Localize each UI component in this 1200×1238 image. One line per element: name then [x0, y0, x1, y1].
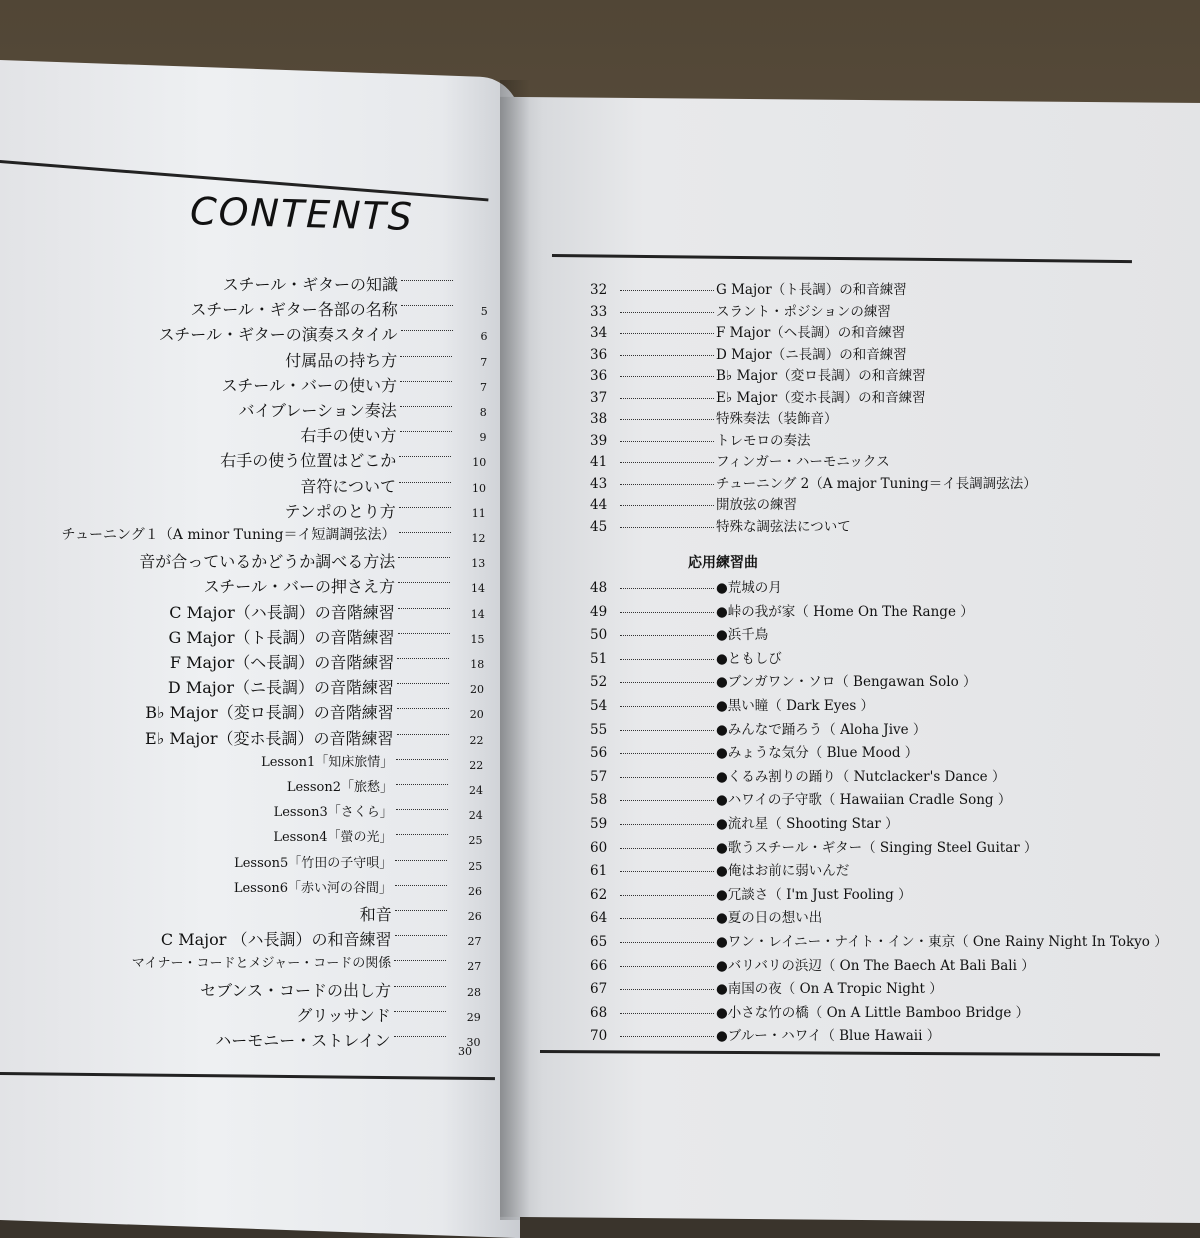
- left-entry-text: Lesson4「螢の光」: [273, 830, 393, 846]
- leader-dots: [396, 759, 448, 760]
- left-entry-text: Lesson5「竹田の子守唄」: [234, 855, 393, 871]
- right-entry-page: 45: [590, 518, 608, 535]
- left-entry-page: 26: [468, 884, 482, 898]
- leader-dots: [620, 848, 714, 849]
- left-entry-text: B♭ Major（変ロ長調）の音階練習: [145, 703, 394, 723]
- right-entry-page: 44: [590, 497, 608, 513]
- left-entry-page: 13: [471, 557, 486, 571]
- right-entry-text: D Major（ニ長調）の和音練習: [716, 346, 907, 363]
- right-entry-text: ●ともしび: [716, 650, 782, 667]
- leader-dots: [620, 419, 714, 420]
- leader-dots: [394, 960, 446, 961]
- leader-dots: [397, 683, 449, 684]
- right-entry-text: B♭ Major（変ロ長調）の和音練習: [716, 368, 926, 384]
- left-entry-page: 25: [468, 859, 483, 873]
- leader-dots: [620, 871, 714, 872]
- right-entry: [590, 836, 1038, 856]
- left-entry-text: Lesson6「赤い河の谷間」: [233, 880, 392, 896]
- left-entry-text: スチール・ギターの知識: [222, 275, 398, 294]
- right-entry-page: 41: [590, 454, 608, 470]
- right-entry-text: ●荒城の月: [716, 580, 782, 596]
- left-entry-page: 6: [480, 330, 488, 344]
- leader-dots: [620, 484, 714, 485]
- right-entry-text: 開放弦の練習: [716, 497, 797, 513]
- left-entry-page: 30: [466, 1036, 481, 1049]
- leader-dots: [397, 708, 449, 709]
- left-entry-text: Lesson2「旅愁」: [286, 780, 393, 795]
- right-entry-page: 59: [590, 816, 608, 832]
- leader-dots: [620, 333, 714, 334]
- leader-dots: [398, 608, 450, 609]
- contents-title: CONTENTS: [189, 189, 415, 239]
- left-entry: [0, 726, 484, 746]
- left-entry: [0, 826, 483, 846]
- leader-dots: [620, 706, 714, 707]
- left-entry-text: セブンス・コードの出し方: [200, 980, 391, 1000]
- left-entry: [0, 978, 481, 998]
- right-entry-page: 64: [590, 910, 608, 927]
- right-entry: [590, 788, 1011, 808]
- right-entry: [590, 278, 907, 298]
- left-entry-page: 7: [480, 380, 487, 394]
- right-entry-page: 60: [590, 839, 608, 856]
- left-entry-text: グリッサンド: [296, 1005, 391, 1025]
- right-entry-page: 68: [590, 1004, 608, 1021]
- left-entry-text: Lesson1「知床旅情」: [261, 754, 394, 770]
- right-entry-text: フィンガー・ハーモニックス: [716, 454, 890, 470]
- right-entry: [590, 906, 822, 926]
- leader-dots: [620, 918, 714, 919]
- left-entry-text: 音が合っているかどうか調べる方法: [139, 552, 396, 572]
- right-entry-page: 43: [590, 475, 608, 492]
- left-entry: [0, 852, 482, 872]
- leader-dots: [620, 355, 714, 356]
- right-entry: [590, 647, 782, 667]
- left-entry-text: マイナー・コードとメジャー・コードの関係: [131, 956, 392, 972]
- left-entry-page: 9: [479, 431, 487, 445]
- right-entry-text: チューニング 2（A major Tuning＝イ長調調弦法）: [716, 475, 1037, 492]
- left-entry: [0, 373, 487, 393]
- right-entry-page: 36: [590, 368, 608, 384]
- right-entry-text: 特殊奏法（装飾音）: [716, 411, 838, 427]
- left-entry: [0, 776, 483, 796]
- right-entry: [590, 364, 926, 384]
- left-entry-text: スチール・バーの押さえ方: [203, 577, 395, 597]
- right-entry-page: 55: [590, 721, 608, 738]
- right-entry: [590, 741, 918, 761]
- right-entry-page: 36: [590, 346, 608, 363]
- left-entry-text: テンポのとり方: [284, 501, 396, 521]
- left-entry-page: 15: [470, 632, 485, 646]
- leader-dots: [398, 582, 450, 583]
- left-entry-text: F Major（ヘ長調）の音階練習: [169, 653, 395, 672]
- left-entry: [0, 801, 483, 821]
- left-entry-page: 10: [472, 481, 486, 495]
- right-entry-page: 50: [590, 627, 608, 644]
- left-entry-page: 5: [480, 305, 488, 319]
- right-entry: [590, 472, 1037, 492]
- leader-dots: [620, 989, 714, 990]
- leader-dots: [400, 431, 452, 432]
- right-entry-page: 38: [590, 411, 608, 427]
- leader-dots: [399, 507, 451, 508]
- left-entry-page: 27: [467, 960, 482, 974]
- right-entry-text: トレモロの奏法: [716, 432, 811, 449]
- right-entry-text: ●バリバリの浜辺（ On The Baech At Bali Bali ）: [716, 957, 1035, 974]
- left-entry-text: C Major （ハ長調）の和音練習: [160, 930, 392, 950]
- right-entry-page: 54: [590, 698, 608, 714]
- leader-dots: [395, 935, 447, 936]
- right-entry-page: 66: [590, 957, 608, 974]
- right-entry-page: 39: [590, 432, 608, 449]
- leader-dots: [400, 381, 452, 382]
- right-entry-text: スラント・ポジションの練習: [716, 303, 891, 320]
- leader-dots: [620, 895, 714, 896]
- right-entry: [590, 859, 849, 879]
- right-entry-page: 49: [590, 603, 608, 620]
- left-entry-text: Lesson3「さくら」: [273, 805, 393, 821]
- leader-dots: [620, 376, 714, 377]
- right-entry-text: ●くるみ割りの踊り（ Nutclacker's Dance ）: [716, 768, 1006, 785]
- left-entry: [0, 474, 486, 494]
- leader-dots: [396, 784, 448, 785]
- right-entry: [590, 718, 926, 738]
- right-entry: [590, 429, 811, 449]
- right-entry: [590, 977, 943, 997]
- left-entry-text: 右手の使う位置はどこか: [220, 451, 397, 471]
- right-entry: [590, 493, 797, 513]
- leader-dots: [620, 966, 714, 967]
- leader-dots: [620, 635, 714, 636]
- right-entry-text: ●小さな竹の橋（ On A Little Bamboo Bridge ）: [716, 1004, 1030, 1021]
- leader-dots: [398, 633, 450, 634]
- right-entry-page: 48: [590, 580, 608, 596]
- leader-dots: [401, 280, 453, 281]
- leader-dots: [395, 885, 447, 886]
- right-entry-page: 65: [590, 934, 608, 950]
- left-entry: [0, 675, 484, 698]
- right-entry-text: ●ブルー・ハワイ（ Blue Hawaii ）: [716, 1028, 941, 1045]
- section-title: 応用練習曲: [688, 555, 758, 571]
- right-entry-page: 51: [590, 650, 608, 667]
- leader-dots: [399, 456, 451, 457]
- right-entry: [590, 930, 1168, 950]
- left-entry: [0, 902, 482, 922]
- right-entry: [590, 623, 768, 643]
- left-entry-page: 14: [470, 607, 485, 621]
- right-entry-text: ●黒い瞳（ Dark Eyes ）: [716, 698, 875, 714]
- right-entry-page: 52: [590, 674, 608, 691]
- right-entry: [590, 300, 891, 320]
- right-entry: [590, 386, 926, 406]
- left-entry-page: 26: [467, 910, 482, 923]
- right-entry: [590, 343, 907, 363]
- left-entry-text: スチール・ギター各部の名称: [190, 300, 398, 320]
- left-entry: [0, 348, 487, 368]
- left-entry: [0, 952, 481, 972]
- leader-dots: [620, 1013, 714, 1014]
- left-entry-page: 29: [466, 1010, 481, 1024]
- left-entry-text: 右手の使い方: [300, 426, 397, 446]
- leader-dots: [620, 312, 714, 313]
- leader-dots: [620, 942, 714, 943]
- leader-dots: [620, 290, 714, 291]
- right-entry-text: ●峠の我が家（ Home On The Range ）: [716, 603, 974, 620]
- right-entry-text: E♭ Major（変ホ長調）の和音練習: [716, 389, 926, 406]
- left-entry: [0, 448, 487, 471]
- right-entry: [590, 321, 905, 341]
- right-entry-text: ●流れ星（ Shooting Star ）: [716, 816, 899, 832]
- left-entry: [0, 877, 482, 897]
- left-entry-page: 24: [469, 784, 483, 797]
- leader-dots: [620, 777, 714, 778]
- leader-dots: [620, 612, 714, 613]
- right-entry-page: 33: [590, 303, 608, 320]
- leader-dots: [620, 1036, 714, 1037]
- right-entry-text: ●ハワイの子守歌（ Hawaiian Cradle Song ）: [716, 792, 1012, 809]
- left-entry: [0, 398, 487, 418]
- left-entry: [0, 625, 485, 645]
- right-entry: [590, 954, 1035, 974]
- leader-dots: [401, 330, 453, 331]
- right-entry: [590, 1024, 940, 1044]
- left-entry: [0, 600, 485, 620]
- left-entry: [0, 297, 488, 320]
- right-entry-page: 67: [590, 981, 608, 998]
- leader-dots: [620, 730, 714, 731]
- leader-dots: [398, 557, 450, 558]
- leader-dots: [394, 986, 446, 987]
- leader-dots: [396, 809, 448, 810]
- left-entry-text: 和音: [359, 905, 392, 924]
- left-entry-text: D Major（ニ長調）の音階練習: [167, 678, 394, 698]
- right-entry-text: ●浜千鳥: [716, 627, 769, 644]
- right-entry: [590, 576, 782, 596]
- right-entry-text: ●みんなで踊ろう（ Aloha Jive ）: [716, 721, 927, 738]
- right-entry: [590, 765, 1005, 785]
- left-entry-page: 18: [470, 658, 485, 671]
- right-entry-text: ●俺はお前に弱いんだ: [716, 863, 850, 880]
- left-entry: [0, 700, 484, 723]
- right-entry-text: ●ブンガワン・ソロ（ Bengawan Solo ）: [716, 674, 977, 691]
- leader-dots: [399, 482, 451, 483]
- left-entry-page: 7: [480, 355, 488, 369]
- right-entry-text: ●冗談さ（ I'm Just Fooling ）: [716, 886, 912, 903]
- right-entry-text: F Major（ヘ長調）の和音練習: [716, 325, 906, 341]
- leader-dots: [620, 527, 714, 528]
- left-entry: [0, 272, 488, 292]
- left-entry-page: 8: [479, 406, 487, 419]
- leader-dots: [397, 658, 449, 659]
- right-entry-page: 32: [590, 282, 608, 298]
- left-entry-text: バイブレーション奏法: [238, 401, 397, 420]
- leader-dots: [397, 734, 449, 735]
- leader-dots: [395, 910, 447, 911]
- leader-dots: [620, 441, 714, 442]
- right-entry-page: 58: [590, 792, 608, 809]
- right-entry: [590, 812, 899, 832]
- leader-dots: [620, 398, 714, 399]
- left-entry: [0, 650, 484, 670]
- left-entry-page: 24: [468, 809, 483, 823]
- right-entry-text: G Major（ト長調）の和音練習: [716, 282, 907, 298]
- leader-dots: [620, 462, 714, 463]
- left-entry-text: スチール・バーの使い方: [221, 375, 397, 395]
- left-entry: [0, 524, 486, 544]
- leader-dots: [396, 834, 448, 835]
- left-entry: [0, 423, 487, 446]
- left-entry: [0, 1028, 481, 1048]
- right-entry-text: ●夏の日の想い出: [716, 910, 823, 927]
- left-entry: [0, 574, 485, 597]
- leader-dots: [620, 588, 714, 589]
- left-entry-text: 音符について: [300, 476, 396, 496]
- right-entry-page: 34: [590, 325, 608, 341]
- left-entry: [0, 499, 486, 519]
- left-entry-text: E♭ Major（変ホ長調）の音階練習: [145, 728, 394, 748]
- left-entry-page: 25: [468, 834, 483, 848]
- leader-dots: [400, 356, 452, 357]
- left-entry-page: 11: [471, 506, 486, 520]
- right-entry: [590, 515, 851, 535]
- left-entry-page: 28: [467, 985, 481, 999]
- left-entry-page: 14: [471, 582, 485, 596]
- left-entry-text: ハーモニー・ストレイン: [215, 1031, 391, 1050]
- leader-dots: [400, 406, 452, 407]
- leader-dots: [620, 800, 714, 801]
- left-page: [0, 60, 520, 1238]
- left-entry: [0, 927, 482, 950]
- left-entry-page: 20: [469, 708, 484, 722]
- left-entry-text: スチール・ギターの演奏スタイル: [158, 325, 398, 345]
- right-entry: [590, 1001, 1029, 1021]
- left-entry-page: 10: [472, 456, 487, 470]
- right-entry-text: 特殊な調弦法について: [716, 518, 851, 535]
- leader-dots: [620, 682, 714, 683]
- right-entry-page: 37: [590, 389, 608, 406]
- left-entry: [0, 549, 486, 572]
- leader-dots: [395, 860, 447, 861]
- right-entry-text: ●南国の夜（ On A Tropic Night ）: [716, 981, 943, 998]
- right-contents-list: [590, 0, 1168, 1100]
- right-entry-page: 57: [590, 768, 608, 785]
- left-entry: [0, 1003, 481, 1023]
- leader-dots: [620, 824, 714, 825]
- leader-dots: [394, 1036, 446, 1037]
- left-last-page: 30: [458, 1045, 472, 1059]
- left-entry-text: C Major（ハ長調）の音階練習: [169, 602, 395, 622]
- left-entry-text: チューニング１（A minor Tuning＝イ短調調弦法）: [61, 527, 396, 543]
- right-entry: [590, 694, 874, 714]
- left-entry-text: G Major（ト長調）の音階練習: [168, 627, 395, 647]
- leader-dots: [620, 505, 714, 506]
- leader-dots: [620, 753, 714, 754]
- left-entry-page: 22: [469, 733, 484, 747]
- left-entry-page: 22: [469, 758, 484, 772]
- right-entry: [590, 883, 912, 903]
- right-entry: [590, 407, 838, 427]
- right-entry-page: 61: [590, 863, 608, 880]
- leader-dots: [620, 659, 714, 660]
- right-entry: [590, 670, 977, 690]
- leader-dots: [399, 532, 451, 533]
- book-gutter-shadow: [500, 80, 530, 1220]
- right-entry: [590, 600, 974, 620]
- right-entry-page: 56: [590, 745, 608, 762]
- right-entry-page: 62: [590, 886, 608, 903]
- left-entry-page: 20: [470, 683, 484, 697]
- right-entry: [590, 450, 890, 470]
- leader-dots: [394, 1011, 446, 1012]
- left-entry-text: 付属品の持ち方: [285, 350, 398, 370]
- right-entry-text: ●歌うスチール・ギター（ Singing Steel Guitar ）: [716, 839, 1038, 856]
- left-entry: [0, 751, 483, 771]
- left-entry-page: 27: [467, 935, 482, 949]
- right-entry-text: ●ワン・レイニー・ナイト・イン・東京（ One Rainy Night In Tokyo ）: [716, 934, 1168, 950]
- right-entry-page: 70: [590, 1028, 608, 1045]
- left-entry-page: 12: [471, 532, 486, 545]
- right-entry-text: ●みょうな気分（ Blue Mood ）: [716, 745, 919, 762]
- left-entry: [0, 322, 488, 345]
- leader-dots: [401, 305, 453, 306]
